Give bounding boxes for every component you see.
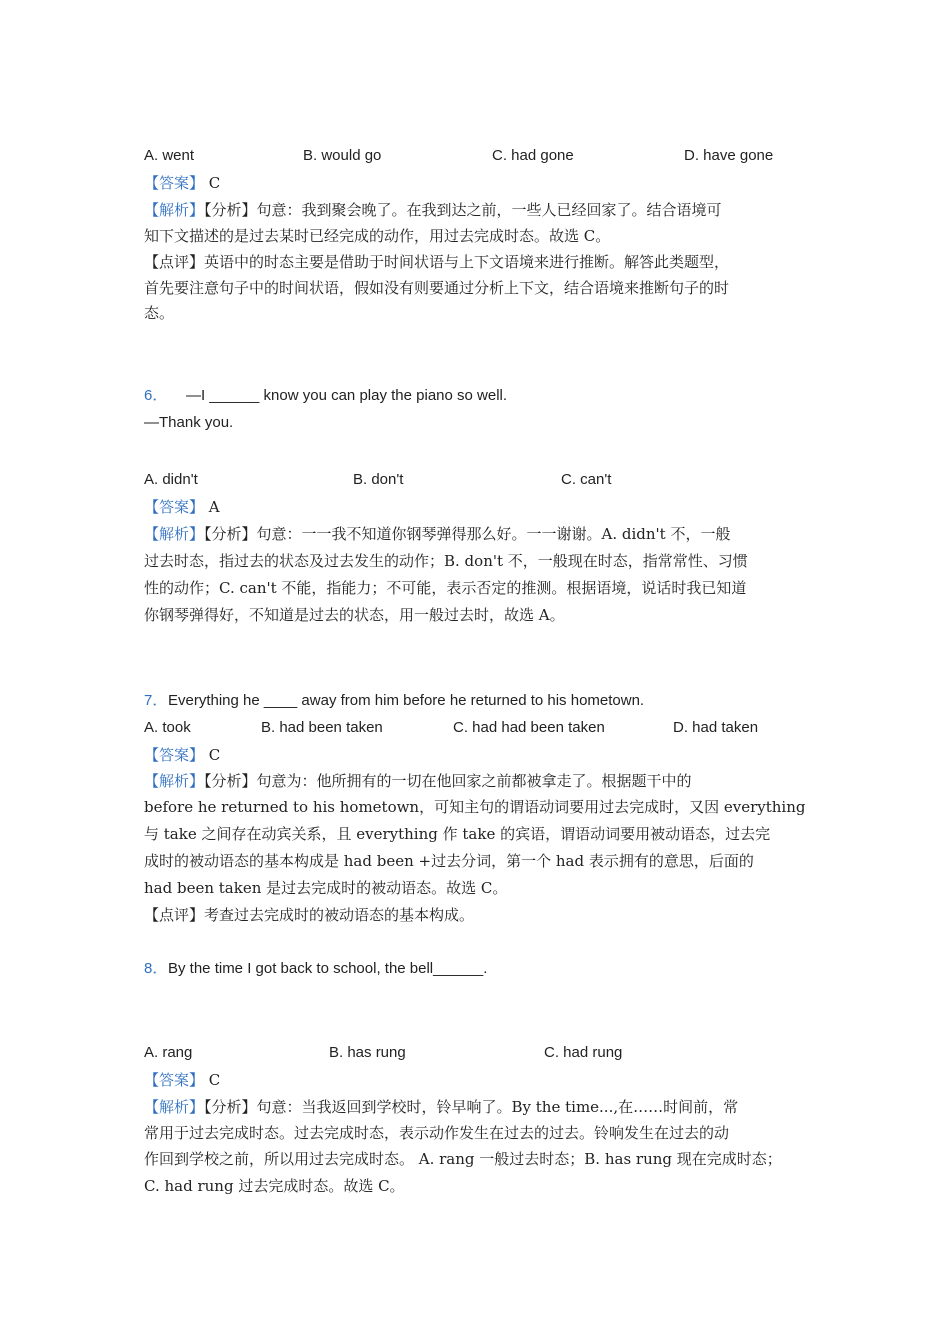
q7-analysis-line: 成时的被动语态的基本构成是 had been +过去分词，第一个 had 表示拥有的意思，后面的 xyxy=(144,852,754,870)
q7-analysis-line: before he returned to his hometown，可知主句的谓语动词要用过去完成时，又因 everything xyxy=(144,798,806,816)
answer-label: 【答案】 xyxy=(144,1071,205,1089)
q5-answer xyxy=(144,173,220,193)
q8-analysis-line: 作回到学校之前，所以用过去完成时态。 A. rang 一般过去时态；B. has rung 现在完成时态； xyxy=(144,1150,782,1168)
q6-question: —I ______ know you can play the piano so well. xyxy=(186,387,508,404)
q8-question: By the time I got back to school, the bell______. xyxy=(168,960,488,977)
q5-option-b: B. would go xyxy=(303,147,382,164)
answer-label: 【答案】 xyxy=(144,174,205,192)
q8-option-c: C. had rung xyxy=(544,1044,623,1061)
q7-option-a: A. took xyxy=(144,719,191,736)
q5-option-d: D. have gone xyxy=(684,147,774,164)
q7-analysis-line: 【解析】【分析】句意为：他所拥有的一切在他回家之前都被拿走了。根据题干中的 xyxy=(144,772,692,790)
q5-option-c: C. had gone xyxy=(492,147,574,164)
answer-label: 【答案】 xyxy=(144,746,205,764)
q6-analysis-line: 【解析】【分析】句意：一一我不知道你钢琴弹得那么好。一一谢谢。A. didn't 不，一般 xyxy=(144,525,731,543)
q6-number: 6． xyxy=(144,387,168,404)
q8-answer xyxy=(144,1070,220,1090)
q7-question: Everything he ____ away from him before he returned to his hometown. xyxy=(168,692,645,709)
q5-comment-line: 【点评】英语中的时态主要是借助于时间状语与上下文语境来进行推断。解答此类题型， xyxy=(144,253,730,271)
q8-option-b: B. has rung xyxy=(329,1044,406,1061)
q6-analysis-line: 过去时态，指过去的状态及过去发生的动作；B. don't 不，一般现在时态，指常常性、习惯 xyxy=(144,552,748,570)
q6-reply: —Thank you. xyxy=(144,414,234,431)
q6-option-a: A. didn't xyxy=(144,471,198,488)
q6-analysis-line: 性的动作；C. can't 不能，指能力；不可能，表示否定的推测。根据语境，说话时我已知道 xyxy=(144,579,747,597)
q7-answer xyxy=(144,745,220,765)
q7-analysis-line: 与 take 之间存在动宾关系，且 everything 作 take 的宾语，谓语动词要用被动语态，过去完 xyxy=(144,825,771,843)
answer-value: C xyxy=(208,174,221,192)
q6-option-b: B. don't xyxy=(353,471,404,488)
q7-option-c: C. had had been taken xyxy=(453,719,605,736)
analysis-label: 【解析】 xyxy=(144,772,205,790)
analysis-label: 【解析】 xyxy=(144,201,205,219)
q6-option-c: C. can't xyxy=(561,471,612,488)
analysis-label: 【解析】 xyxy=(144,525,205,543)
q5-comment-line: 首先要注意句子中的时间状语，假如没有则要通过分析上下文，结合语境来推断句子的时 xyxy=(144,279,730,297)
answer-value: C xyxy=(208,746,221,764)
q8-analysis-line: 常用于过去完成时态。过去完成时态，表示动作发生在过去的过去。铃响发生在过去的动 xyxy=(144,1124,730,1142)
q8-option-a: A. rang xyxy=(144,1044,193,1061)
q5-comment-line: 态。 xyxy=(144,304,175,322)
answer-value: C xyxy=(208,1071,221,1089)
q7-comment: 【点评】考查过去完成时的被动语态的基本构成。 xyxy=(144,906,475,924)
q6-answer xyxy=(144,497,220,517)
q7-number: 7． xyxy=(144,692,168,709)
q5-analysis-line: 【解析】【分析】句意：我到聚会晚了。在我到达之前，一些人已经回家了。结合语境可 xyxy=(144,201,722,219)
q6-analysis-line: 你钢琴弹得好，不知道是过去的状态，用一般过去时，故选 A。 xyxy=(144,606,565,624)
answer-label: 【答案】 xyxy=(144,498,205,516)
q5-analysis-line: 知下文描述的是过去某时已经完成的动作，用过去完成时态。故选 C。 xyxy=(144,227,611,245)
q8-analysis-line: C. had rung 过去完成时态。故选 C。 xyxy=(144,1177,405,1195)
q8-number: 8． xyxy=(144,960,168,977)
q7-option-d: D. had taken xyxy=(673,719,759,736)
q8-analysis-line: 【解析】【分析】句意：当我返回到学校时，铃早响了。By the time...,在……时间前，常 xyxy=(144,1098,739,1116)
q7-analysis-line: had been taken 是过去完成时的被动语态。故选 C。 xyxy=(144,879,508,897)
q7-option-b: B. had been taken xyxy=(261,719,383,736)
answer-value: A xyxy=(208,498,220,516)
analysis-label: 【解析】 xyxy=(144,1098,205,1116)
q5-option-a: A. went xyxy=(144,147,195,164)
